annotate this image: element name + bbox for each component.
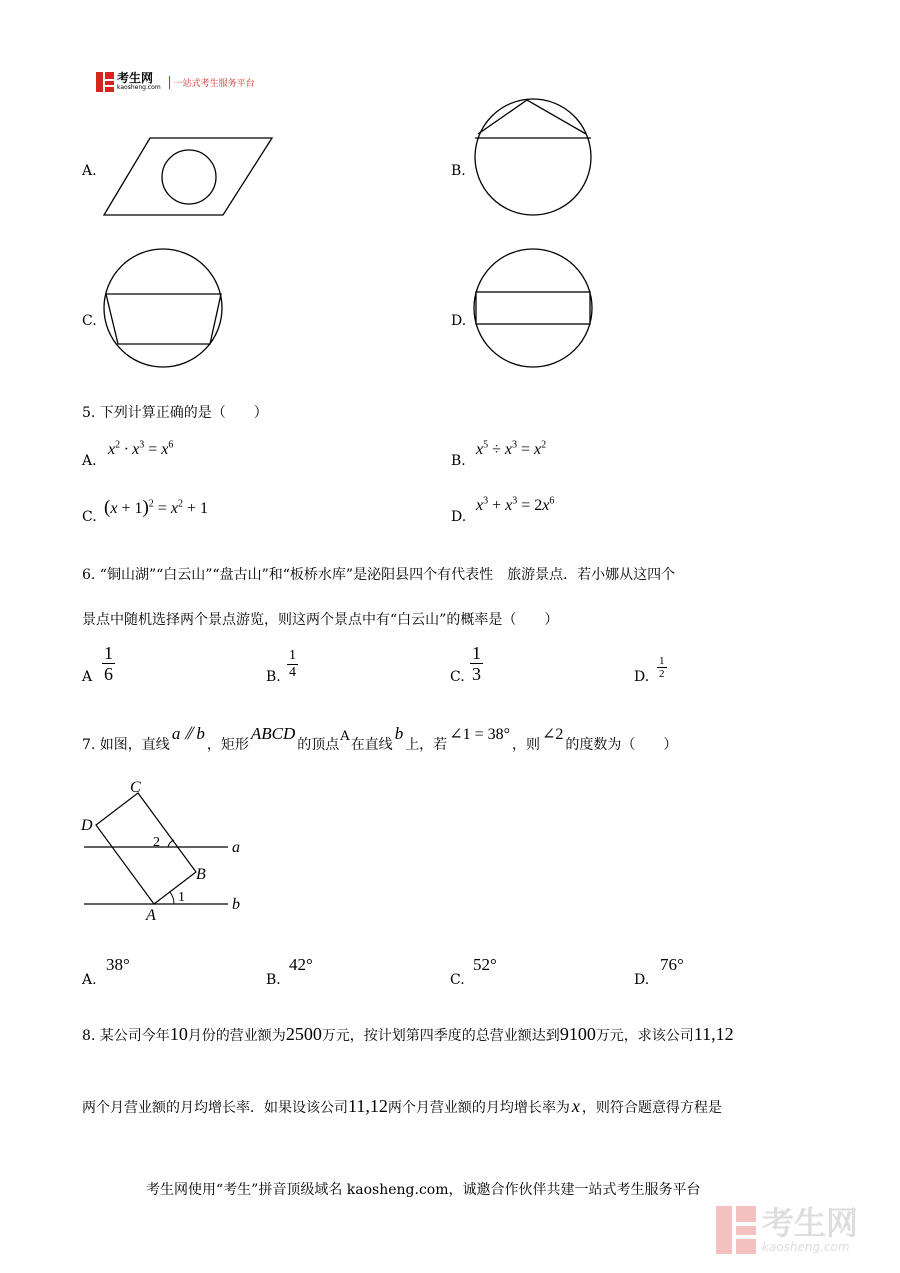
q6-option-b-numerator: 1	[289, 648, 296, 663]
q7-stem-part7: 的度数为（ ）	[565, 737, 678, 753]
q4-option-a-label: A.	[82, 163, 97, 179]
q7-stem-math-angle1: ∠1 = 38°	[449, 726, 511, 743]
q8-l1-num-9100: 9100	[559, 1024, 596, 1044]
q7-stem-part6: ，则	[512, 737, 541, 753]
q6-option-d-label: D.	[634, 669, 650, 685]
watermark-text-cn: 考生网	[762, 1204, 859, 1242]
q7-option-a-value: 38°	[106, 955, 130, 974]
q5-stem: 5. 下列计算正确的是（ ）	[82, 405, 268, 421]
q8-l2-num-1112: 11,12	[348, 1096, 388, 1116]
label-angle-2: 2	[153, 835, 160, 850]
q7-option-b-label: B.	[266, 972, 281, 988]
rectangle-abcd	[96, 793, 196, 904]
watermark-logo	[716, 1206, 858, 1254]
q6-option-a-fraction	[102, 643, 115, 684]
q7-option-c-value: 52°	[473, 955, 497, 974]
q6-stem-line2: 景点中随机选择两个景点游览，则这两个景点中有“白云山”的概率是（ ）	[82, 612, 559, 628]
angle-1-arc	[170, 892, 174, 904]
q8-l1-part-c: 月份的营业额为	[187, 1028, 286, 1044]
label-line-a: a	[232, 839, 240, 856]
label-c: C	[130, 779, 141, 796]
q8-stem-line1	[82, 1024, 734, 1045]
q7-stem-math-angle2: ∠2	[542, 726, 564, 743]
label-angle-1: 1	[178, 890, 185, 905]
q7-option-d-label: D.	[634, 972, 650, 988]
q7-stem-math-b: b	[394, 724, 404, 743]
q8-l1-num-2500: 2500	[285, 1024, 322, 1044]
q8-l1-num-1112: 11,12	[693, 1024, 734, 1044]
q7-option-d-value: 76°	[660, 955, 684, 974]
q8-l2-part-e: ，则符合题意得方程是	[581, 1100, 722, 1116]
q7-stem-part4: 在直线	[350, 737, 393, 753]
q5-option-c-expr: $(x + 1)^2 = x^2 + 1$	[104, 497, 208, 518]
q7-stem-part5: 上，若	[405, 737, 448, 753]
q6-option-c-denominator: 3	[472, 664, 481, 684]
q6-option-c-numerator: 1	[472, 643, 481, 663]
footer-text: 考生网使用“考生”拼音顶级域名 kaosheng.com，诚邀合作伙伴共建一站式考生服务平台	[146, 1182, 701, 1198]
q8-l1-part-e: 万元，按计划第四季度的总营业额达到	[321, 1028, 560, 1044]
q7-figure	[78, 776, 258, 924]
q8-stem-line2	[82, 1096, 722, 1117]
q8-l1-part-a: 8. 某公司今年	[82, 1028, 170, 1044]
q7-option-b-value: 42°	[289, 955, 313, 974]
q7-stem-part3: 的顶点	[297, 737, 340, 753]
q6-option-b-denominator: 4	[289, 665, 296, 680]
label-b-vertex: B	[196, 866, 206, 883]
logo-slogan: 一站式考生服务平台	[169, 76, 255, 89]
q7-stem-part2: ，矩形	[206, 737, 249, 753]
q6-option-d-numerator: 1	[659, 655, 665, 667]
q5-option-d-label: D.	[451, 509, 467, 525]
label-line-b: b	[232, 896, 240, 913]
q6-option-a-label: A	[82, 669, 93, 685]
q7-stem	[82, 722, 677, 754]
q5-option-a-label: A.	[82, 453, 97, 469]
parallelogram-with-inscribed-circle-icon	[100, 134, 278, 220]
circle-with-inscribed-trapezoid-icon	[100, 246, 228, 372]
q7-stem-part1: 7. 如图，直线	[82, 737, 170, 753]
q4-option-b-label: B.	[451, 163, 466, 179]
q5-option-d-expr: $x^3 + x^3 = 2x^6$	[476, 495, 555, 514]
watermark-logo-icon	[716, 1206, 756, 1254]
q7-stem-math-a: A	[340, 729, 350, 744]
watermark-text-en: kaosheng.com	[762, 1240, 850, 1254]
label-a-vertex: A	[146, 907, 156, 924]
q4-option-d-label: D.	[451, 313, 467, 329]
q8-l1-num-10: 10	[169, 1024, 188, 1044]
header-logo	[96, 72, 255, 94]
q6-option-c-fraction	[470, 643, 483, 684]
q6-option-c-label: C.	[450, 669, 465, 685]
q5-option-b-label: B.	[451, 453, 466, 469]
logo-text-cn: 考生网	[117, 71, 154, 85]
q8-l1-part-g: 万元，求该公司	[595, 1028, 694, 1044]
q6-stem-line1: 6. “铜山湖”“白云山”“盘古山”和“板桥水库”是泌阳县四个有代表性 旅游景点．若小娜从这四个	[82, 567, 676, 583]
q8-l2-part-c: 两个月营业额的月均增长率为	[387, 1100, 570, 1116]
q5-option-b-expr: $x^5 \div x^3 = x^2$	[476, 439, 547, 458]
q7-stem-math-abcd: ABCD	[250, 724, 296, 743]
logo-text-en: kaosheng.com	[117, 84, 161, 91]
q8-l2-part-a: 两个月营业额的月均增长率．如果设该公司	[82, 1100, 348, 1116]
q7-option-c-label: C.	[450, 972, 465, 988]
q6-option-a-denominator: 6	[104, 664, 113, 684]
q5-option-c-label: C.	[82, 509, 97, 525]
q6-option-b-fraction	[287, 648, 298, 681]
q7-stem-math-ab: a ⫽ b	[171, 724, 205, 743]
q6-option-b-label: B.	[266, 669, 281, 685]
circle-with-inscribed-rectangle-icon	[470, 246, 598, 372]
q7-option-a-label: A.	[82, 972, 97, 988]
q6-option-d-fraction	[657, 655, 667, 680]
circle-with-triangle-and-chord-icon	[470, 96, 598, 220]
q6-option-a-numerator: 1	[104, 643, 113, 663]
q5-option-a-expr: $x^2 \cdot x^3 = x^6$	[108, 439, 174, 458]
q6-option-d-denominator: 2	[659, 668, 665, 680]
q4-option-c-label: C.	[82, 313, 97, 329]
q8-l2-var-x: x	[571, 1096, 580, 1116]
label-d: D	[81, 817, 93, 834]
kaosheng-logo-icon	[96, 72, 114, 92]
